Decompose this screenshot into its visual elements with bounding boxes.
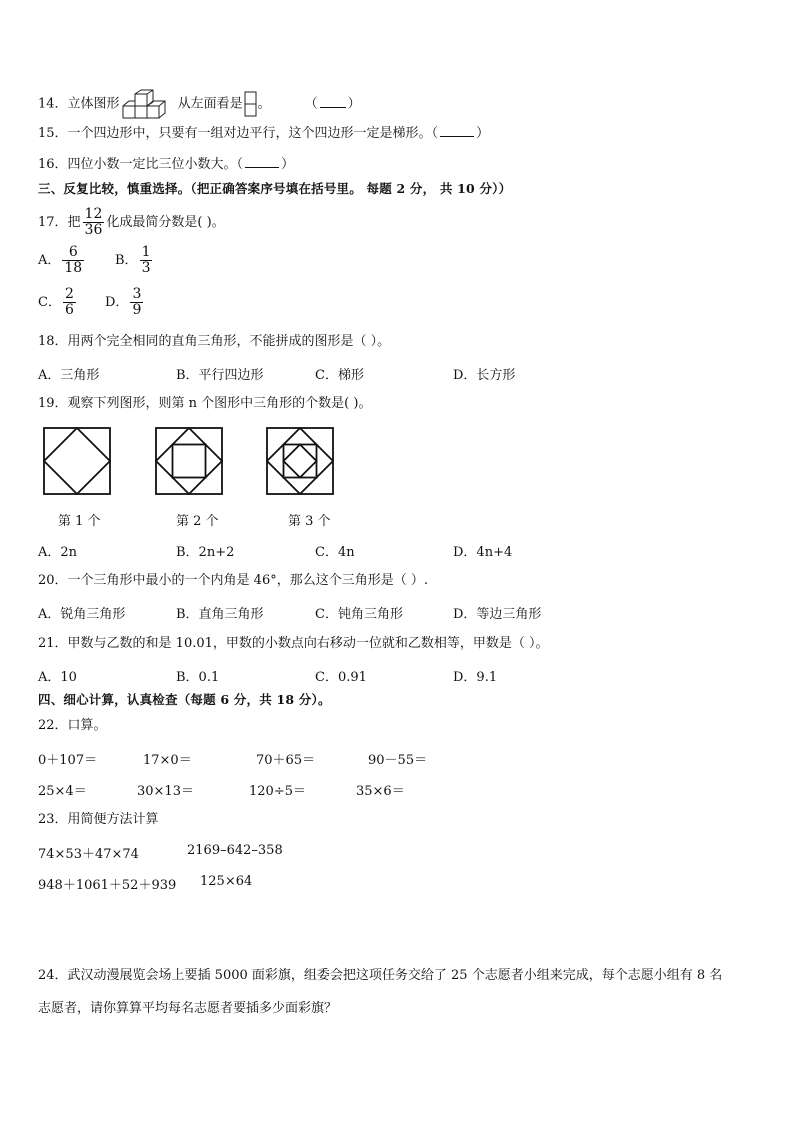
q22-item-4: 90－55＝ — [368, 753, 428, 768]
q14-paren-left: （ — [304, 96, 318, 112]
q18-option-c[interactable]: C．梯形 — [315, 368, 364, 383]
q19-option-b[interactable]: B．2n+2 — [176, 545, 235, 560]
q14-text-a: 立体图形 — [67, 96, 120, 112]
q18-option-a[interactable]: A．三角形 — [38, 368, 100, 383]
q22-item-5: 25×4＝ — [38, 784, 87, 799]
option-numerator: 2 — [64, 286, 74, 302]
question-14 — [38, 89, 361, 119]
q19-figure-2 — [155, 427, 223, 495]
q23-item-1: 74×53＋47×74 — [38, 847, 139, 862]
q21-option-a[interactable]: A．10 — [38, 670, 77, 685]
q23-item-4: 125×64 — [200, 874, 253, 889]
q14-number: 14． — [38, 96, 68, 112]
q15-text: 15．一个四边形中，只要有一组对边平行，这个四边形一定是梯形。 — [38, 126, 432, 141]
question-15 — [38, 124, 489, 143]
question-18: 18．用两个完全相同的直角三角形，不能拼成的图形是（ ）。 — [38, 334, 391, 349]
q22-item-2: 17×0＝ — [143, 753, 192, 768]
question-21: 21．甲数与乙数的和是 10.01，甲数的小数点向右移动一位就和乙数相等，甲数是（ ）。 — [38, 636, 549, 651]
q17-post: 化成最简分数是( )。 — [106, 215, 225, 230]
q16-paren-right: ） — [281, 157, 295, 172]
q17-option-d[interactable] — [105, 286, 145, 320]
question-22-title: 22．口算。 — [38, 718, 107, 733]
option-label: B． — [115, 253, 138, 268]
question-19: 19．观察下列图形，则第 n 个图形中三角形的个数是( )。 — [38, 396, 372, 411]
option-denominator: 6 — [64, 302, 74, 318]
solid-figure-icon — [121, 89, 177, 119]
question-20: 20．一个三角形中最小的一个内角是 46°，那么这个三角形是（ ）. — [38, 573, 428, 588]
q22-item-8: 35×6＝ — [356, 784, 405, 799]
q23-item-2: 2169–642–358 — [187, 843, 283, 858]
q20-option-b[interactable]: B．直角三角形 — [176, 607, 264, 622]
q18-option-b[interactable]: B．平行四边形 — [176, 368, 264, 383]
q19-figure-1 — [43, 427, 111, 495]
q17-option-a[interactable] — [38, 244, 86, 278]
question-16 — [38, 155, 294, 174]
q19-caption-1: 第 1 个 — [58, 514, 101, 529]
option-denominator: 3 — [141, 260, 151, 276]
q14-text-c: 。 — [257, 96, 271, 112]
q19-option-d[interactable]: D．4n+4 — [453, 545, 513, 560]
q17-pre: 17．把 — [38, 215, 81, 230]
q22-item-7: 120÷5＝ — [249, 784, 306, 799]
q19-option-a[interactable]: A．2n — [38, 545, 78, 560]
q21-option-d[interactable]: D．9.1 — [453, 670, 498, 685]
q21-option-b[interactable]: B．0.1 — [176, 670, 220, 685]
q17-option-c[interactable] — [38, 286, 78, 320]
option-numerator: 3 — [132, 286, 142, 302]
q20-option-c[interactable]: C．钝角三角形 — [315, 607, 403, 622]
q20-option-a[interactable]: A．锐角三角形 — [38, 607, 126, 622]
option-numerator: 1 — [141, 244, 151, 260]
section-3-heading: 三、反复比较，慎重选择。（把正确答案序号填在括号里。 每题 2 分， 共 10 分）） — [38, 181, 512, 196]
q23-item-3: 948＋1061＋52＋939 — [38, 878, 177, 893]
q14-text-b: 从左面看是 — [177, 96, 243, 112]
q14-answer-blank[interactable] — [320, 95, 346, 108]
q15-paren-left: （ — [431, 126, 439, 141]
q19-option-c[interactable]: C．4n — [315, 545, 355, 560]
q16-paren-left: （ — [236, 157, 244, 172]
q19-caption-3: 第 3 个 — [288, 514, 331, 529]
q17-frac-numerator: 12 — [84, 206, 103, 222]
option-label: A． — [38, 253, 61, 268]
option-label: C． — [38, 295, 61, 310]
question-24-line-1: 24．武汉动漫展览会场上要插 5000 面彩旗，组委会把这项任务交给了 25 个志愿者小组来完成，每个志愿小组有 8 名 — [38, 968, 723, 983]
section-4-heading: 四、细心计算，认真检查（每题 6 分，共 18 分）。 — [38, 692, 331, 707]
q14-paren-right: ） — [347, 96, 361, 112]
q17-option-b[interactable] — [115, 244, 154, 278]
q22-item-3: 70＋65＝ — [256, 753, 316, 768]
q19-figure-3 — [266, 427, 334, 495]
question-23-title: 23．用简便方法计算 — [38, 812, 159, 827]
q17-fraction — [83, 207, 105, 238]
question-17 — [38, 206, 225, 240]
q15-answer-blank[interactable] — [440, 124, 474, 137]
option-denominator: 9 — [132, 302, 142, 318]
q16-answer-blank[interactable] — [245, 155, 279, 168]
option-denominator: 18 — [64, 260, 83, 276]
q15-paren-right: ） — [476, 126, 490, 141]
left-view-icon — [244, 91, 257, 117]
q22-item-1: 0＋107＝ — [38, 753, 98, 768]
q18-option-d[interactable]: D．长方形 — [453, 368, 516, 383]
q16-text: 16．四位小数一定比三位小数大。 — [38, 157, 237, 172]
q19-caption-2: 第 2 个 — [176, 514, 219, 529]
q22-item-6: 30×13＝ — [137, 784, 194, 799]
q20-option-d[interactable]: D．等边三角形 — [453, 607, 542, 622]
q21-option-c[interactable]: C．0.91 — [315, 670, 367, 685]
q17-frac-denominator: 36 — [84, 222, 103, 238]
option-label: D． — [105, 295, 129, 310]
option-numerator: 6 — [68, 244, 78, 260]
question-24-line-2: 志愿者，请你算算平均每名志愿者要插多少面彩旗？ — [38, 1001, 338, 1016]
